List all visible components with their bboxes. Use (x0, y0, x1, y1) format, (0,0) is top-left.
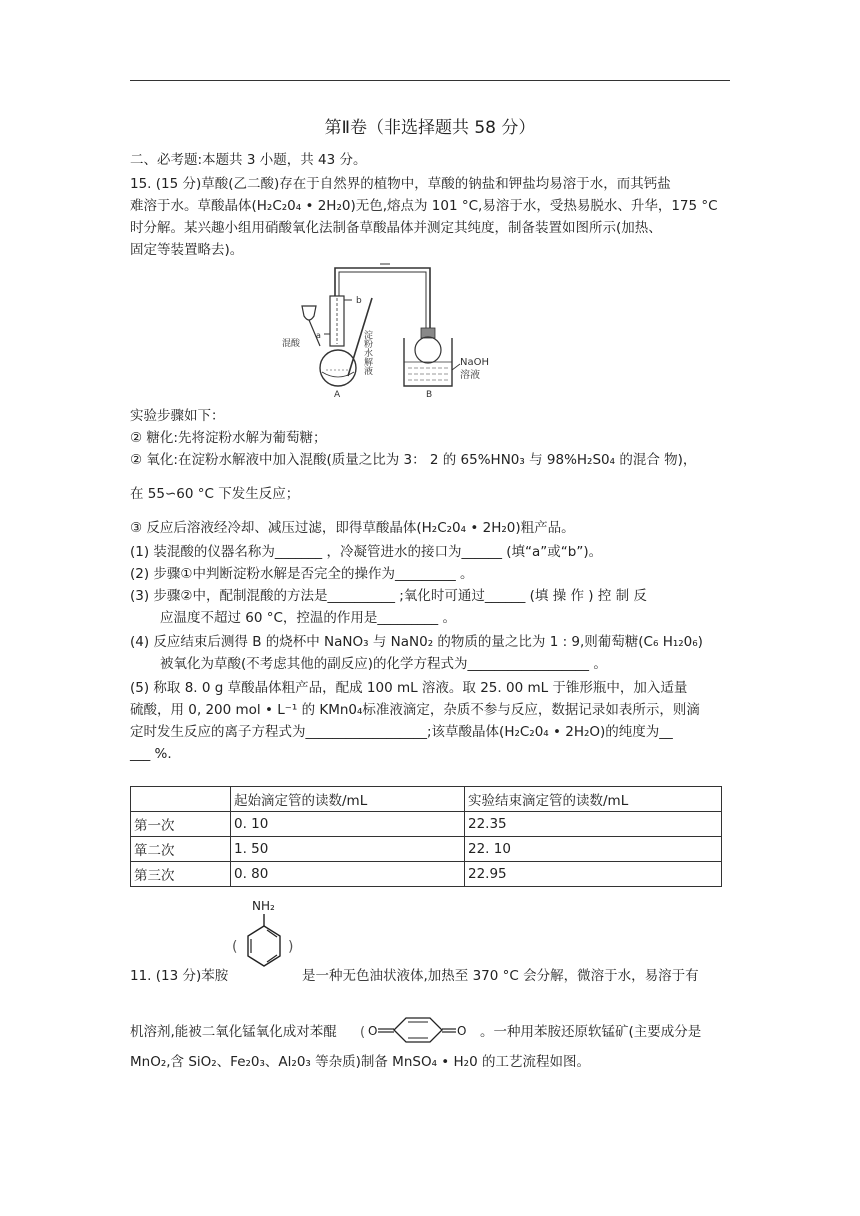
apparatus-diagram (280, 258, 520, 400)
table-cell: 22.35 (465, 812, 722, 837)
svg-text:(: ( (232, 939, 238, 955)
q11-line-2a: 机溶剂,能被二氧化锰氧化成对苯醌 (130, 1024, 337, 1040)
q11-line-2b: 。一种用苯胺还原软锰矿(主要成分是 (480, 1024, 702, 1040)
table-header-cell (131, 787, 231, 812)
q15-intro-line-1: 15. (15 分)草酸(乙二酸)存在于自然界的植物中，草酸的钠盐和钾盐均易溶于水，而其钙盐 (130, 176, 671, 192)
sub-question-5b: 硫酸，用 0‚ 200 mol • L⁻¹ 的 KMn0₄标准液滴定，杂质不参与反应，数据记录如表所示，则滴 (130, 702, 700, 718)
svg-text:O: O (368, 1024, 378, 1038)
q11-line-1a: 11. (13 分)苯胺 (130, 968, 229, 984)
step-2: ② 氧化:在淀粉水解液中加入混酸(质量之比为 3： 2 的 65%HN0₃ 与 98%H₂S0₄ 的混合 物)， (130, 452, 697, 468)
label-a: a (316, 331, 321, 340)
q11-line-3: MnO₂,含 SiO₂、Fe₂0₃、Al₂0₃ 等杂质)制备 MnSO₄ • H₂0 的工艺流程如图。 (130, 1054, 590, 1070)
section-heading: 二、必考题:本题共 3 小题，共 43 分。 (130, 152, 367, 168)
svg-text:(: ( (360, 1025, 366, 1040)
q15-intro-line-2: 难溶于水。草酸晶体(H₂C₂0₄ • 2H₂0)无色,熔点为 101 °C,易溶于水，受热易脱水、升华，175 °C (130, 198, 718, 214)
section-title: 第Ⅱ卷（非选择题共 58 分） (324, 118, 536, 138)
sub-question-5d: ___ %. (130, 746, 172, 762)
q15-intro-line-3: 时分解。某兴趣小组用硝酸氧化法制备草酸晶体并测定其纯度，制备装置如图所示(加热、 (130, 220, 662, 236)
benzoquinone-structure-icon (360, 1010, 476, 1050)
table-header-cell: 起始滴定管的读数/mL (231, 787, 465, 812)
sub-question-5a: (5) 称取 8. 0 g 草酸晶体粗产品，配成 100 mL 溶液。取 25. 00 mL 于锥形瓶中，加入适量 (130, 680, 688, 696)
table-cell: 0. 80 (231, 862, 465, 887)
table-row (131, 862, 722, 887)
step-3: ③ 反应后溶液经冷却、减压过滤，即得草酸晶体(H₂C₂0₄ • 2H₂0)粗产品。 (130, 520, 575, 536)
sub-question-2: (2) 步骤①中判断淀粉水解是否完全的操作为_________ 。 (130, 566, 474, 582)
label-b: b (356, 296, 362, 306)
svg-text:O: O (457, 1024, 467, 1038)
label-B: B (426, 390, 433, 400)
step-2-cont: 在 55∽60 °C 下发生反应； (130, 486, 300, 502)
table-cell: 1. 50 (231, 837, 465, 862)
table-cell: 22. 10 (465, 837, 722, 862)
table-cell: 箪二次 (131, 837, 231, 862)
label-naoh: NaOH (460, 357, 489, 368)
sub-question-5c: 定时发生反应的离子方程式为__________________;该草酸晶体(H₂C₂0₄ • 2H₂O)的纯度为__ (130, 724, 673, 740)
sub-question-3a: (3) 步骤②中，配制混酸的方法是__________ ;氧化时可通过______ (填 操 作 ) 控 制 反 (130, 588, 647, 604)
label-solution: 溶液 (460, 370, 480, 381)
titration-table (130, 786, 722, 887)
nh2-label: NH₂ (252, 899, 275, 913)
aniline-structure-icon (228, 896, 300, 982)
table-header-row (131, 787, 722, 812)
table-cell: 22.95 (465, 862, 722, 887)
q11-line-1b: 是一种无色油状液体,加热至 370 °C 会分解，微溶于水，易溶于有 (302, 968, 699, 984)
table-cell: 第一次 (131, 812, 231, 837)
table-row (131, 837, 722, 862)
sub-question-1: (1) 装混酸的仪器名称为_______ ，冷凝管进水的接口为______ (填“a”或“b”)。 (130, 544, 603, 560)
label-A: A (334, 390, 341, 400)
top-rule (130, 80, 730, 81)
label-starch-solution: 淀粉水解液 (362, 330, 372, 375)
sub-question-3b: 应温度不超过 60 °C，控温的作用是_________ 。 (160, 610, 456, 626)
steps-heading: 实验步骤如下： (130, 408, 225, 424)
table-header-cell: 实验结束滴定管的读数/mL (465, 787, 722, 812)
q15-intro-line-4: 固定等装置略去)。 (130, 242, 244, 258)
step-1: ② 糖化:先将淀粉水解为葡萄糖； (130, 430, 327, 446)
table-row (131, 812, 722, 837)
sub-question-4b: 被氧化为草酸(不考虑其他的副反应)的化学方程式为__________________ 。 (160, 656, 607, 672)
sub-question-4a: (4) 反应结束后测得 B 的烧杯中 NaNO₃ 与 NaN0₂ 的物质的量之比为 1 : 9,则葡萄糖(C₆ H₁₂0₆) (130, 634, 703, 650)
table-cell: 0. 10 (231, 812, 465, 837)
label-mixed-acid: 混酸 (282, 339, 301, 349)
table-cell: 第三次 (131, 862, 231, 887)
svg-text:): ) (288, 939, 294, 955)
